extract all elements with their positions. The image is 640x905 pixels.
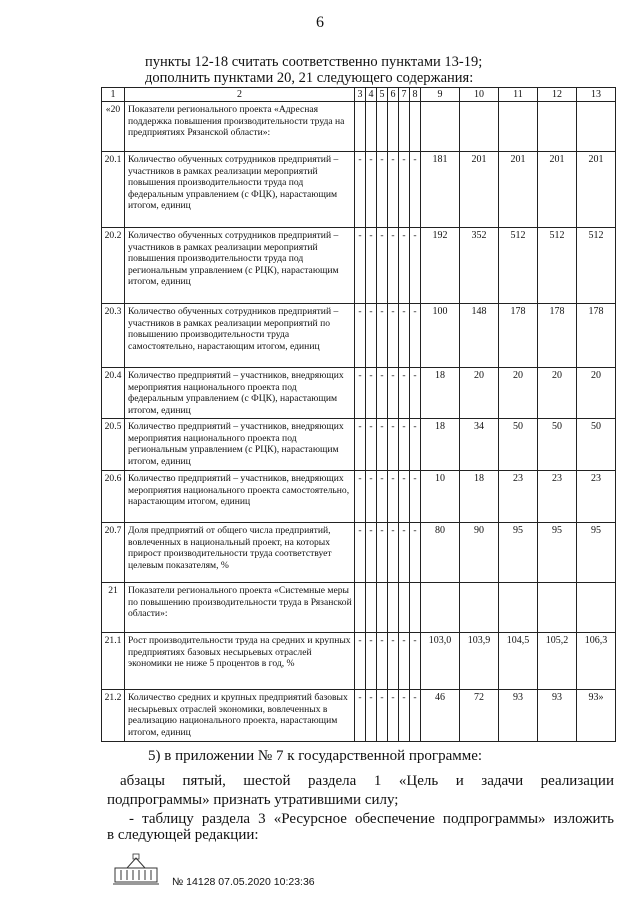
dash-cell: - [366, 523, 377, 583]
value-cell: 512 [538, 228, 577, 304]
amendment-table-line-2: в следующей редакции: [107, 827, 259, 843]
value-cell: 95 [538, 523, 577, 583]
indicator-description: Количество предприятий – участников, внедряющих мероприятия национального проекта самостоятельно, нарастающим итогом, единиц [125, 471, 355, 523]
table-row [102, 633, 616, 690]
value-cell [499, 102, 538, 152]
dash-cell: - [377, 368, 388, 419]
dash-cell [388, 583, 399, 633]
value-cell: 201 [577, 152, 616, 228]
value-cell: 103,9 [460, 633, 499, 690]
dash-cell: - [355, 690, 366, 742]
value-cell: 105,2 [538, 633, 577, 690]
row-number: 21.2 [102, 690, 125, 742]
dash-cell [355, 102, 366, 152]
dash-cell: - [388, 304, 399, 368]
dash-cell [366, 583, 377, 633]
amendment-paragraph-line-2: подпрограммы» признать утратившими силу; [107, 792, 399, 808]
value-cell: 106,3 [577, 633, 616, 690]
table-row [102, 583, 616, 633]
column-header: 4 [366, 88, 377, 102]
row-number: 20.1 [102, 152, 125, 228]
dash-cell [410, 583, 421, 633]
table-row [102, 523, 616, 583]
value-cell: 178 [538, 304, 577, 368]
dash-cell [377, 583, 388, 633]
value-cell: 23 [499, 471, 538, 523]
indicator-description: Количество обученных сотрудников предприятий – участников в рамках реализации мероприятий повышения производительности труда под федеральным управлением (с ФЦК), нарастающим итогом, единиц [125, 152, 355, 228]
value-cell: 100 [421, 304, 460, 368]
indicator-description: Количество средних и крупных предприятий базовых несырьевых отраслей экономики, вовлеченных в реализацию национального проекта, нарастающим итогом, единиц [125, 690, 355, 742]
column-header: 12 [538, 88, 577, 102]
value-cell: 23 [538, 471, 577, 523]
value-cell [460, 583, 499, 633]
table-row [102, 419, 616, 471]
dash-cell: - [377, 471, 388, 523]
dash-cell [388, 102, 399, 152]
dash-cell: - [410, 152, 421, 228]
dash-cell: - [377, 304, 388, 368]
dash-cell: - [377, 152, 388, 228]
dash-cell: - [388, 152, 399, 228]
value-cell: 46 [421, 690, 460, 742]
column-header: 3 [355, 88, 366, 102]
dash-cell: - [399, 690, 410, 742]
value-cell: 20 [577, 368, 616, 419]
dash-cell: - [366, 419, 377, 471]
column-header: 13 [577, 88, 616, 102]
dash-cell: - [399, 228, 410, 304]
dash-cell: - [377, 633, 388, 690]
value-cell: 80 [421, 523, 460, 583]
table-row [102, 368, 616, 419]
table-header-row [102, 88, 616, 102]
value-cell: 95 [577, 523, 616, 583]
dash-cell: - [377, 690, 388, 742]
value-cell: 20 [460, 368, 499, 419]
value-cell [460, 102, 499, 152]
value-cell: 50 [538, 419, 577, 471]
dash-cell: - [388, 471, 399, 523]
value-cell: 50 [577, 419, 616, 471]
dash-cell [410, 102, 421, 152]
value-cell [577, 102, 616, 152]
dash-cell: - [410, 690, 421, 742]
dash-cell: - [355, 523, 366, 583]
column-header: 10 [460, 88, 499, 102]
dash-cell: - [399, 304, 410, 368]
value-cell: 93 [538, 690, 577, 742]
value-cell: 18 [421, 419, 460, 471]
value-cell: 95 [499, 523, 538, 583]
table-row [102, 152, 616, 228]
value-cell [421, 583, 460, 633]
dash-cell: - [366, 228, 377, 304]
value-cell: 104,5 [499, 633, 538, 690]
dash-cell: - [366, 471, 377, 523]
dash-cell: - [399, 471, 410, 523]
row-number: 20.2 [102, 228, 125, 304]
row-number: 21.1 [102, 633, 125, 690]
column-header: 5 [377, 88, 388, 102]
dash-cell: - [410, 419, 421, 471]
document-footer: № 14128 07.05.2020 10:23:36 [172, 876, 315, 888]
value-cell: 512 [499, 228, 538, 304]
indicators-table [101, 87, 616, 742]
dash-cell: - [377, 419, 388, 471]
dash-cell [399, 583, 410, 633]
dash-cell: - [355, 633, 366, 690]
intro-line-1: пункты 12-18 считать соответственно пунктами 13-19; [145, 54, 483, 70]
dash-cell: - [410, 228, 421, 304]
row-number: «20 [102, 102, 125, 152]
dash-cell: - [355, 228, 366, 304]
dash-cell: - [388, 523, 399, 583]
dash-cell: - [366, 304, 377, 368]
dash-cell: - [399, 419, 410, 471]
dash-cell: - [410, 633, 421, 690]
value-cell [538, 102, 577, 152]
dash-cell: - [355, 368, 366, 419]
building-seal-icon [113, 852, 159, 886]
intro-line-2: дополнить пунктами 20, 21 следующего содержания: [145, 70, 474, 86]
indicator-description: Рост производительности труда на средних и крупных предприятиях базовых несырьевых отраслей экономики не ниже 5 процентов в год, % [125, 633, 355, 690]
value-cell: 178 [577, 304, 616, 368]
dash-cell: - [399, 152, 410, 228]
value-cell [577, 583, 616, 633]
dash-cell: - [410, 368, 421, 419]
value-cell [499, 583, 538, 633]
indicator-description: Доля предприятий от общего числа предприятий, вовлеченных в национальный проект, на которых прирост производительности труда соответствует целевым показателям, % [125, 523, 355, 583]
dash-cell: - [388, 633, 399, 690]
indicator-description: Количество обученных сотрудников предприятий – участников в рамках реализации мероприятий по повышению производительности труда самостоятельно, нарастающим итогом, единиц [125, 304, 355, 368]
dash-cell: - [377, 228, 388, 304]
page-number: 6 [316, 14, 324, 31]
amendment-item-5: 5) в приложении № 7 к государственной программе: [148, 748, 483, 764]
indicator-description: Количество предприятий – участников, внедряющих мероприятия национального проекта под федеральным управлением (с ФЦК), нарастающим итогом, единиц [125, 368, 355, 419]
column-header: 11 [499, 88, 538, 102]
column-header: 8 [410, 88, 421, 102]
table-row [102, 471, 616, 523]
indicator-description: Количество обученных сотрудников предприятий – участников в рамках реализации мероприятий повышения производительности труда под региональным управлением (с РЦК), нарастающим итогом, единиц [125, 228, 355, 304]
dash-cell: - [388, 419, 399, 471]
column-header: 2 [125, 88, 355, 102]
value-cell [538, 583, 577, 633]
value-cell: 90 [460, 523, 499, 583]
row-number: 20.4 [102, 368, 125, 419]
value-cell: 512 [577, 228, 616, 304]
dash-cell: - [399, 523, 410, 583]
column-header: 7 [399, 88, 410, 102]
dash-cell: - [355, 304, 366, 368]
indicator-description: Показатели регионального проекта «Системные меры по повышению производительности труда в Рязанской области»: [125, 583, 355, 633]
value-cell: 148 [460, 304, 499, 368]
dash-cell: - [355, 419, 366, 471]
value-cell: 50 [499, 419, 538, 471]
dash-cell [377, 102, 388, 152]
row-number: 20.5 [102, 419, 125, 471]
column-header: 1 [102, 88, 125, 102]
dash-cell: - [399, 633, 410, 690]
dash-cell: - [355, 152, 366, 228]
table-row [102, 228, 616, 304]
column-header: 9 [421, 88, 460, 102]
dash-cell: - [399, 368, 410, 419]
value-cell: 178 [499, 304, 538, 368]
value-cell: 10 [421, 471, 460, 523]
value-cell: 23 [577, 471, 616, 523]
dash-cell: - [388, 228, 399, 304]
dash-cell [366, 102, 377, 152]
indicator-description: Количество предприятий – участников, внедряющих мероприятия национального проекта под региональным управлением (с РЦК), нарастающим итогом, единиц [125, 419, 355, 471]
row-number: 20.3 [102, 304, 125, 368]
value-cell: 18 [421, 368, 460, 419]
dash-cell: - [410, 523, 421, 583]
value-cell: 181 [421, 152, 460, 228]
dash-cell: - [366, 152, 377, 228]
dash-cell [355, 583, 366, 633]
value-cell: 352 [460, 228, 499, 304]
value-cell: 20 [538, 368, 577, 419]
amendment-paragraph-line-1: абзацы пятый, шестой раздела 1 «Цель и задачи реализации [120, 773, 614, 789]
value-cell: 18 [460, 471, 499, 523]
value-cell: 201 [538, 152, 577, 228]
dash-cell: - [366, 690, 377, 742]
row-number: 20.6 [102, 471, 125, 523]
dash-cell [399, 102, 410, 152]
dash-cell: - [410, 471, 421, 523]
dash-cell: - [355, 471, 366, 523]
value-cell: 201 [499, 152, 538, 228]
dash-cell: - [366, 368, 377, 419]
value-cell: 192 [421, 228, 460, 304]
row-number: 20.7 [102, 523, 125, 583]
table-row [102, 304, 616, 368]
dash-cell: - [377, 523, 388, 583]
value-cell: 34 [460, 419, 499, 471]
amendment-table-line-1: - таблицу раздела 3 «Ресурсное обеспечение подпрограммы» изложить [129, 811, 614, 827]
value-cell: 103,0 [421, 633, 460, 690]
value-cell: 20 [499, 368, 538, 419]
dash-cell: - [388, 690, 399, 742]
table-row [102, 690, 616, 742]
value-cell: 93» [577, 690, 616, 742]
value-cell [421, 102, 460, 152]
table-row [102, 102, 616, 152]
value-cell: 201 [460, 152, 499, 228]
value-cell: 93 [499, 690, 538, 742]
dash-cell: - [366, 633, 377, 690]
column-header: 6 [388, 88, 399, 102]
dash-cell: - [410, 304, 421, 368]
value-cell: 72 [460, 690, 499, 742]
row-number: 21 [102, 583, 125, 633]
dash-cell: - [388, 368, 399, 419]
indicator-description: Показатели регионального проекта «Адресная поддержка повышения производительности труда на предприятиях Рязанской области»: [125, 102, 355, 152]
